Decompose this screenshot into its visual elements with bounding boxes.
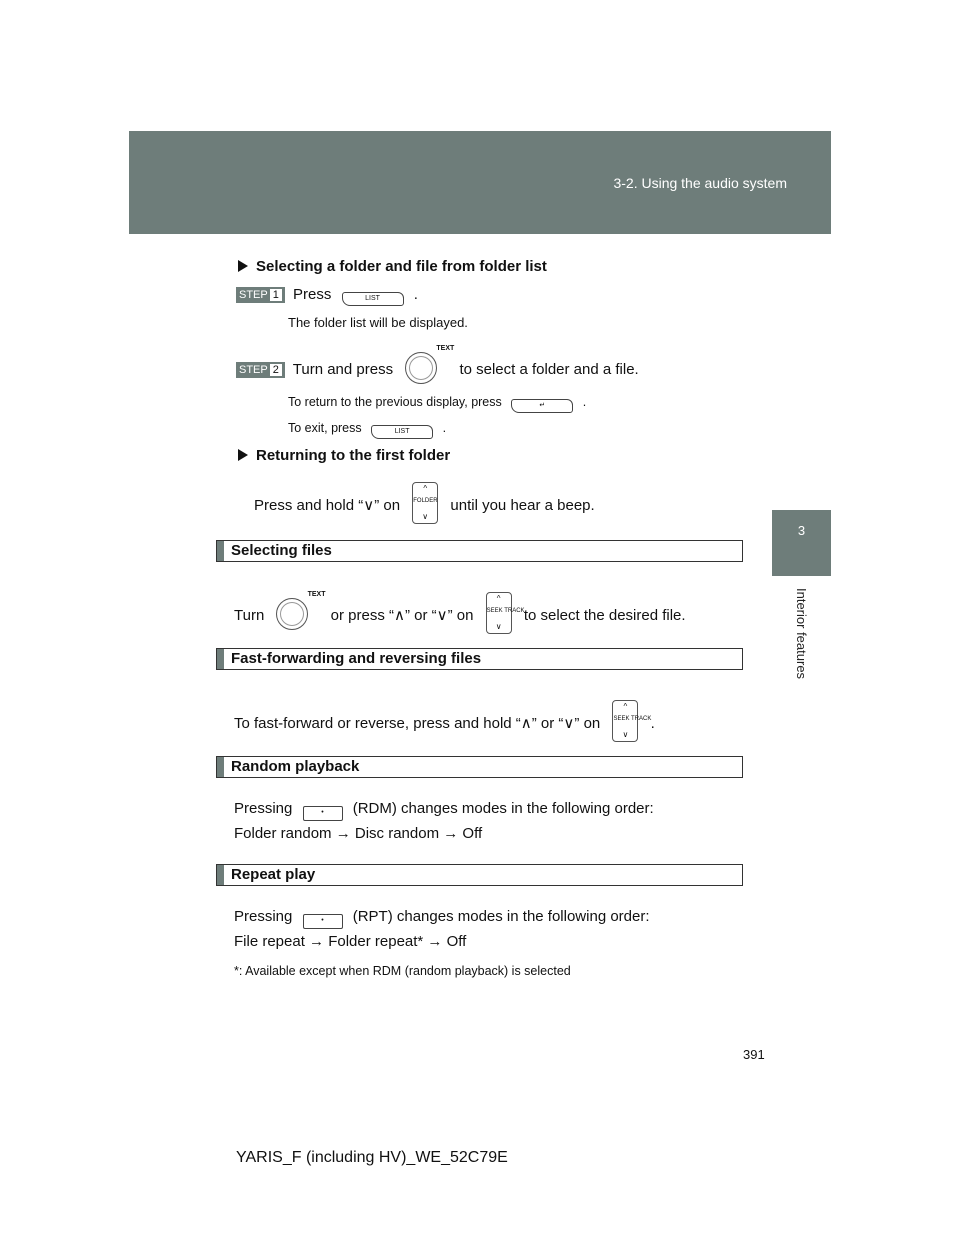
- random-line-2: Folder random → Disc random → Off: [234, 825, 483, 842]
- chapter-tab: [772, 510, 831, 576]
- dot-button-icon: •: [303, 914, 343, 929]
- first-folder-text: Press and hold “∨” on ^ FOLDER ∨ until you hear a beep.: [254, 482, 595, 524]
- repeat-line-1: Pressing • (RPT) changes modes in the following order:: [234, 908, 650, 929]
- step-badge: STEP 1: [236, 287, 285, 303]
- step-2: STEP 2 Turn and press TEXT to select a folder and a file.: [236, 352, 639, 384]
- section-fast-forward: Fast-forwarding and reversing files: [216, 648, 743, 670]
- selecting-files-text: Turn TEXT or press “∧” or “∨” on ^ SEEK TRACK ∨ to select the desired file.: [234, 592, 686, 634]
- dot-button-icon: •: [303, 806, 343, 821]
- subheading-first-folder: Returning to the first folder: [238, 447, 450, 464]
- header-band: [129, 131, 831, 234]
- folder-rocker-icon: ^ FOLDER ∨: [412, 482, 438, 524]
- section-random-playback: Random playback: [216, 756, 743, 778]
- subheading-folder-list: Selecting a folder and file from folder list: [238, 258, 547, 275]
- text-knob-icon: TEXT: [405, 352, 437, 384]
- random-line-1: Pressing • (RDM) changes modes in the following order:: [234, 800, 654, 821]
- seek-track-rocker-icon: ^ SEEK TRACK ∨: [486, 592, 512, 634]
- triangle-bullet-icon: [238, 260, 248, 272]
- section-selecting-files: Selecting files: [216, 540, 743, 562]
- chapter-number: 3: [797, 523, 806, 538]
- text-knob-icon: TEXT: [276, 598, 308, 630]
- list-button-icon: LIST: [342, 292, 404, 306]
- document-footer: YARIS_F (including HV)_WE_52C79E: [236, 1149, 508, 1166]
- step-1-note: The folder list will be displayed.: [288, 315, 468, 330]
- list-button-icon: LIST: [371, 425, 433, 439]
- section-repeat-play: Repeat play: [216, 864, 743, 886]
- section-title: 3-2. Using the audio system: [613, 175, 787, 191]
- step-1: STEP 1 Press LIST .: [236, 286, 418, 306]
- back-button-icon: ↵: [511, 399, 573, 413]
- step-badge: STEP 2: [236, 362, 285, 378]
- footnote: *: Available except when RDM (random playback) is selected: [234, 964, 571, 978]
- fast-forward-text: To fast-forward or reverse, press and hold “∧” or “∨” on ^ SEEK TRACK ∨ .: [234, 700, 655, 742]
- seek-track-rocker-icon: ^ SEEK TRACK ∨: [612, 700, 638, 742]
- page-number: 391: [743, 1047, 765, 1062]
- repeat-line-2: File repeat → Folder repeat* → Off: [234, 933, 467, 950]
- note-return: To return to the previous display, press ↵ .: [288, 395, 586, 413]
- chapter-label: Interior features: [794, 588, 809, 680]
- note-exit: To exit, press LIST .: [288, 421, 446, 439]
- triangle-bullet-icon: [238, 449, 248, 461]
